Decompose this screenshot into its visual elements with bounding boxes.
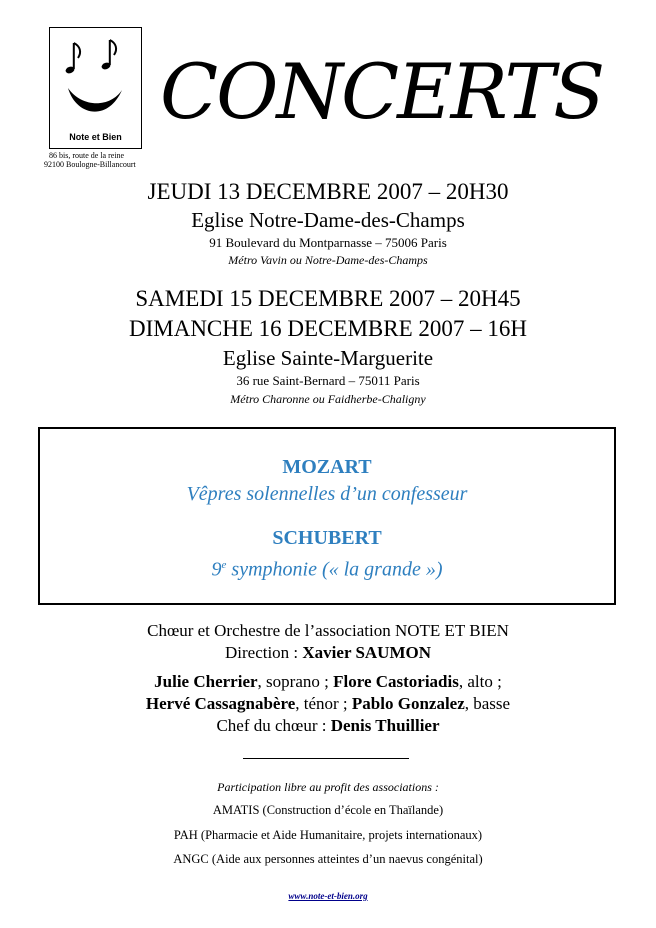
chef-line: [0, 715, 656, 737]
event2-metro: Métro Charonne ou Faidherbe-Chaligny: [230, 392, 426, 406]
soloist-soprano: Julie Cherrier: [154, 672, 258, 691]
symphony-number: 9: [211, 558, 222, 581]
director-name: Xavier SAUMON: [302, 643, 431, 662]
assoc-name: PAH: [173, 828, 198, 842]
event1-date: JEUDI 13 DECEMBRE 2007 – 20H30: [147, 179, 509, 204]
website-line: [0, 886, 656, 904]
event2-address: 36 rue Saint-Bernard – 75011 Paris: [236, 373, 420, 388]
direction-label: Direction :: [224, 643, 303, 662]
ensemble-line: Chœur et Orchestre de l’association NOTE ET BIEN: [147, 621, 509, 640]
association-pah: [0, 827, 656, 843]
chef-label: Chef du chœur :: [216, 716, 331, 735]
work-schubert: [40, 553, 614, 582]
role-soprano: , soprano ;: [257, 672, 334, 691]
assoc-desc: (Construction d’école en Thaïlande): [259, 803, 444, 817]
event2-date2: DIMANCHE 16 DECEMBRE 2007 – 16H: [128, 316, 528, 341]
soloist-bass: Pablo Gonzalez: [351, 694, 465, 713]
association-angc: [0, 851, 656, 867]
composer-mozart: MOZART: [282, 456, 372, 478]
direction-line: [0, 642, 656, 664]
page-title: CONCERTS: [160, 47, 604, 136]
logo-name: Note et Bien: [69, 132, 122, 142]
work-mozart: Vêpres solennelles d’un confesseur: [186, 483, 468, 505]
assoc-name: ANGC: [173, 852, 209, 866]
soloists-line1: [0, 671, 656, 693]
assoc-desc: (Aide aux personnes atteintes d’un naevus congénital): [208, 852, 483, 866]
symphony-title: symphonie (« la grande »): [226, 558, 443, 581]
assoc-desc: (Pharmacie et Aide Humanitaire, projets internationaux): [197, 828, 483, 842]
soloist-alto: Flore Castoriadis: [333, 672, 459, 691]
logo-address-line2: 92100 Boulogne-Billancourt: [44, 160, 136, 169]
soloists-line2: [0, 693, 656, 715]
program-box: [38, 427, 616, 605]
role-bass: , basse: [464, 694, 511, 713]
event2-date1: SAMEDI 15 DECEMBRE 2007 – 20H45: [135, 286, 521, 311]
role-alto: , alto ;: [458, 672, 502, 691]
logo-address-line1: 86 bis, route de la reine: [49, 151, 125, 160]
association-amatis: [0, 802, 656, 818]
soloist-tenor: Hervé Cassagnabère: [145, 694, 296, 713]
logo: [49, 27, 142, 149]
participation-intro: Participation libre au profit des associations :: [217, 780, 439, 794]
event1-metro: Métro Vavin ou Notre-Dame-des-Champs: [228, 253, 428, 267]
role-tenor: , ténor ;: [295, 694, 352, 713]
event2-venue: Eglise Sainte-Marguerite: [222, 346, 434, 370]
website-link[interactable]: www.note-et-bien.org: [288, 891, 368, 901]
composer-schubert: SCHUBERT: [272, 527, 382, 549]
event1-address: 91 Boulevard du Montparnasse – 75006 Paris: [209, 235, 447, 250]
assoc-name: AMATIS: [212, 803, 260, 817]
chef-name: Denis Thuillier: [330, 716, 440, 735]
smiling-face-notes-icon: [58, 36, 134, 128]
symphony-ordinal: e: [221, 559, 227, 571]
event1-venue: Eglise Notre-Dame-des-Champs: [191, 208, 465, 232]
divider: [243, 758, 409, 759]
